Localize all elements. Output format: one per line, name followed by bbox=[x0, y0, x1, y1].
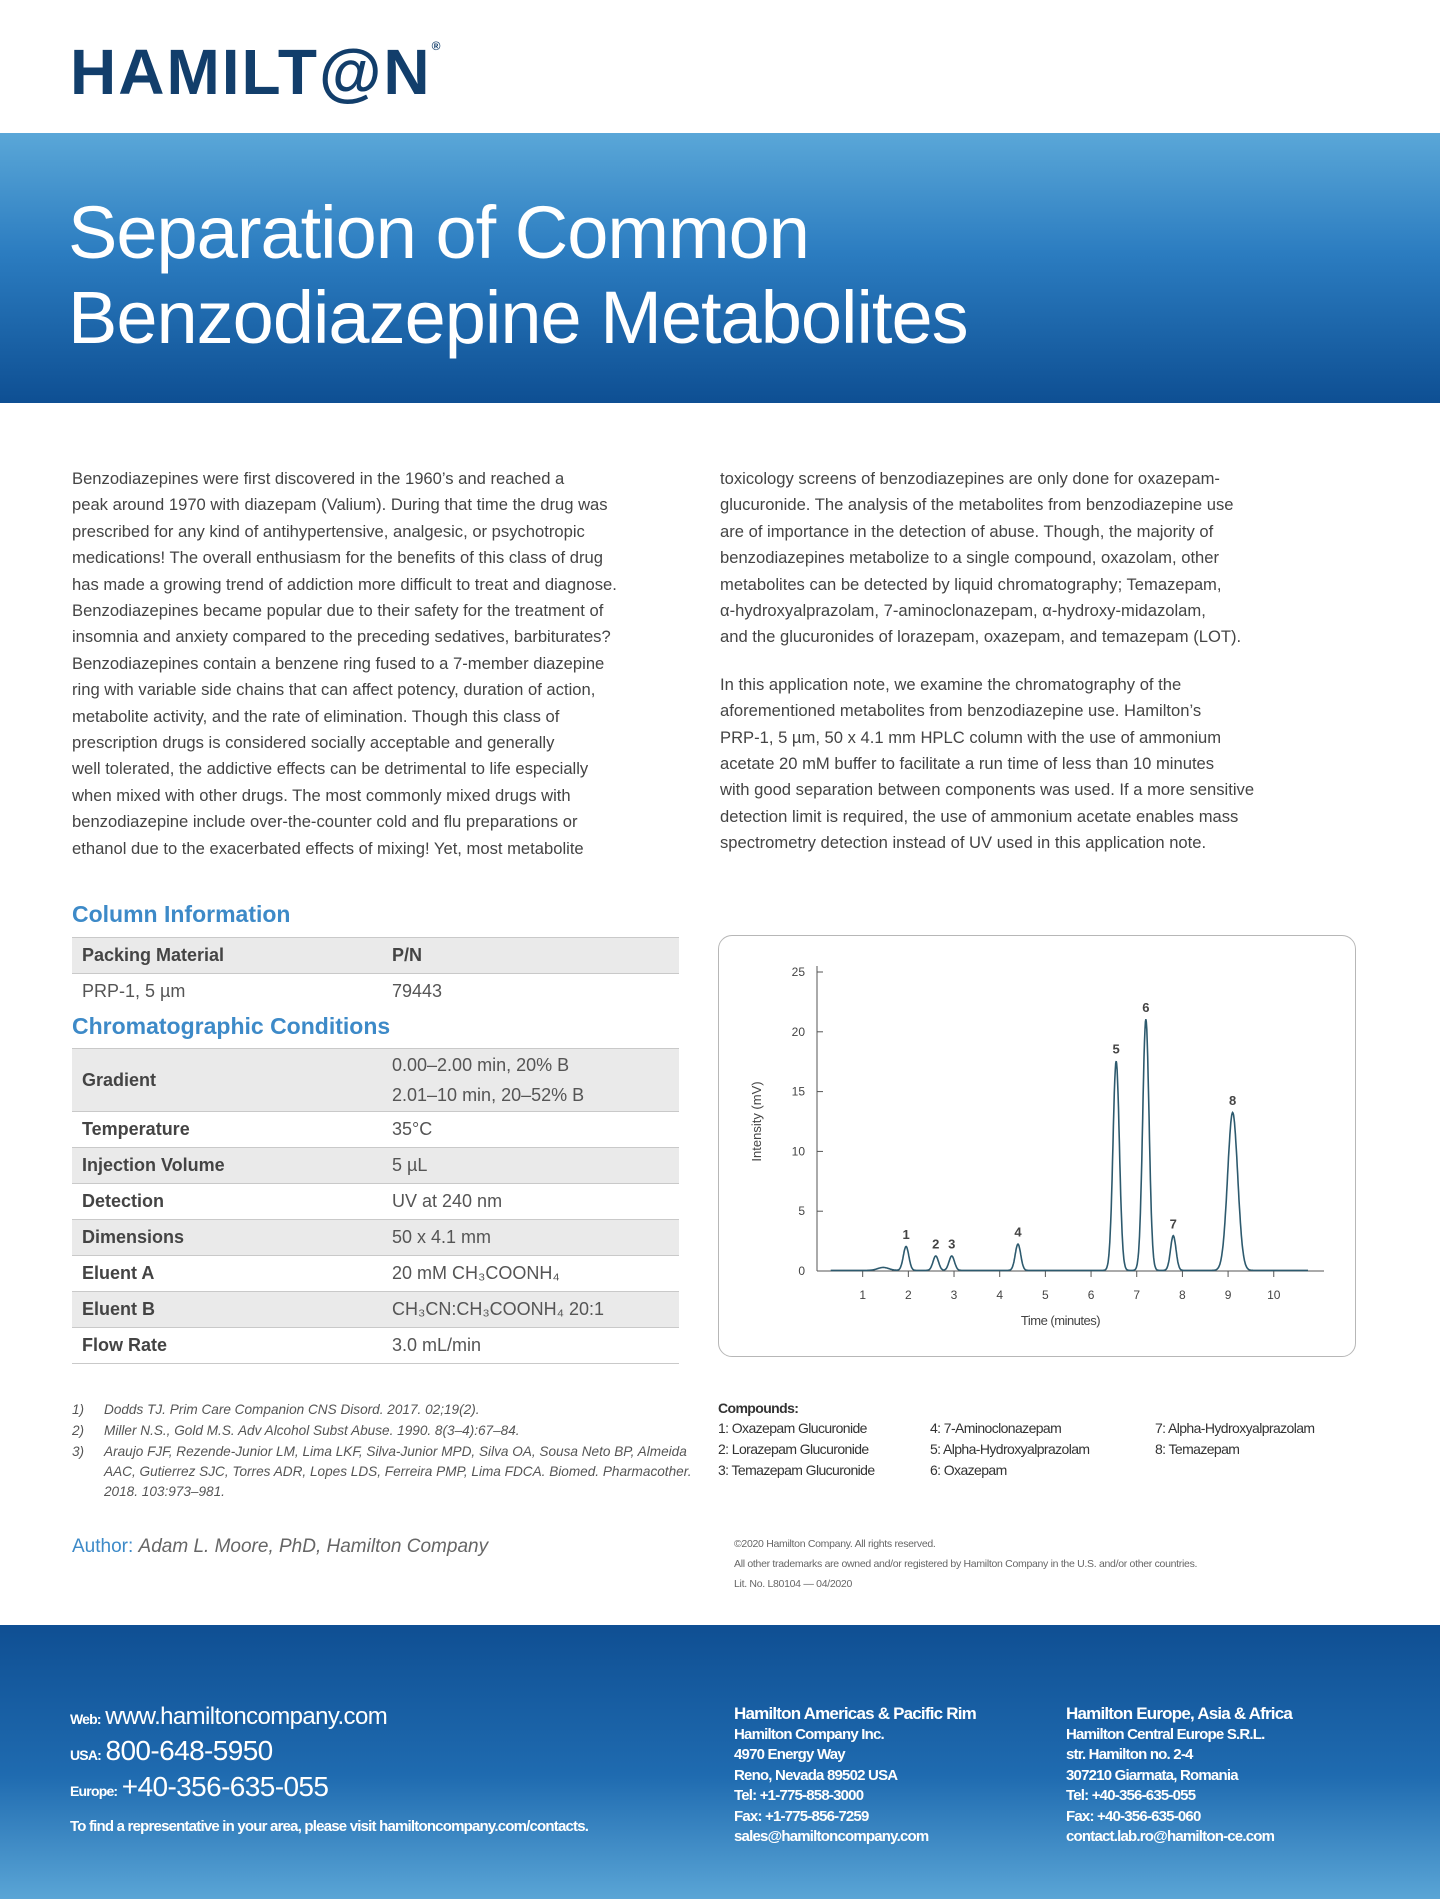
peak-label: 1 bbox=[902, 1227, 910, 1243]
table-row bbox=[72, 1328, 679, 1364]
author-line bbox=[72, 1536, 488, 1558]
copyright-block bbox=[734, 1534, 1197, 1594]
reference-text: Dodds TJ. Prim Care Companion CNS Disord. 2017. 02;19(2). bbox=[104, 1402, 480, 1417]
references bbox=[72, 1400, 692, 1503]
intro-line: with good separation between components was used. If a more sensitive bbox=[720, 780, 1255, 800]
intro-line: detection limit is required, the use of ammonium acetate enables mass bbox=[720, 806, 1239, 826]
intro-right-column bbox=[720, 466, 1330, 878]
compounds-title: Compounds: bbox=[718, 1400, 799, 1416]
intro-paragraph-2 bbox=[720, 672, 1330, 857]
condition-value: CH₃CN:CH₃COONH₄ 20:1 bbox=[382, 1292, 679, 1328]
x-tick-label: 6 bbox=[1087, 1288, 1095, 1302]
intro-line: α-hydroxyalprazolam, 7-aminoclonazepam, α-hydroxy-midazolam, bbox=[720, 601, 1206, 621]
title-line-1: Separation of Common bbox=[68, 191, 809, 274]
compounds-column bbox=[1155, 1418, 1314, 1481]
office-line: Fax: +40-356-635-060 bbox=[1066, 1807, 1201, 1825]
europe-contact bbox=[70, 1771, 328, 1803]
y-tick-label: 25 bbox=[791, 965, 805, 979]
office-line: Hamilton Central Europe S.R.L. bbox=[1066, 1725, 1265, 1743]
office-line: Reno, Nevada 89502 USA bbox=[734, 1766, 898, 1784]
office-line: 4970 Energy Way bbox=[734, 1746, 845, 1763]
x-tick-label: 10 bbox=[1267, 1288, 1281, 1302]
x-axis-label: Time (minutes) bbox=[1020, 1313, 1101, 1328]
office-line: Tel: +1-775-858-3000 bbox=[734, 1787, 864, 1804]
table-row bbox=[72, 1112, 679, 1148]
table-row bbox=[72, 1184, 679, 1220]
x-tick-label: 9 bbox=[1224, 1288, 1232, 1302]
condition-label: Eluent A bbox=[72, 1256, 382, 1292]
europe-office bbox=[1066, 1704, 1292, 1848]
intro-line: Benzodiazepines became popular due to their safety for the treatment of bbox=[72, 601, 604, 621]
column-info-heading: Column Information bbox=[72, 901, 291, 927]
conditions-table bbox=[72, 1048, 679, 1364]
compound-item: 5: Alpha-Hydroxyalprazolam bbox=[930, 1441, 1090, 1457]
condition-value: 5 µL bbox=[382, 1148, 679, 1184]
x-tick-label: 1 bbox=[859, 1288, 867, 1302]
x-tick-label: 7 bbox=[1133, 1288, 1141, 1302]
lit-number: Lit. No. L80104 — 04/2020 bbox=[734, 1578, 853, 1590]
condition-label: Detection bbox=[72, 1184, 382, 1220]
find-representative: To find a representative in your area, please visit hamiltoncompany.com/contacts. bbox=[70, 1818, 589, 1835]
intro-line: In this application note, we examine the chromatography of the bbox=[720, 674, 1182, 694]
reference-item bbox=[72, 1421, 692, 1441]
column-info-table bbox=[72, 937, 679, 1009]
intro-line: Benzodiazepines contain a benzene ring fused to a 7-member diazepine bbox=[72, 653, 605, 673]
copyright-line: ©2020 Hamilton Company. All rights reserved. bbox=[734, 1538, 936, 1550]
intro-left-column bbox=[72, 466, 692, 862]
intro-line: acetate 20 mM buffer to facilitate a run time of less than 10 minutes bbox=[720, 754, 1215, 774]
trademark-line: All other trademarks are owned and/or registered by Hamilton Company in the U.S. and/or other countries. bbox=[734, 1558, 1198, 1570]
office-line: Tel: +40-356-635-055 bbox=[1066, 1787, 1196, 1804]
pn-value: 79443 bbox=[382, 974, 679, 1010]
peak-label: 3 bbox=[948, 1236, 956, 1252]
reference-number: 3) bbox=[72, 1444, 85, 1459]
intro-line: when mixed with other drugs. The most commonly mixed drugs with bbox=[72, 785, 571, 805]
compound-item: 1: Oxazepam Glucuronide bbox=[718, 1420, 867, 1436]
condition-value: 35°C bbox=[382, 1112, 679, 1148]
reference-item bbox=[72, 1442, 692, 1502]
table-row bbox=[72, 1148, 679, 1184]
condition-label: Gradient bbox=[72, 1049, 382, 1112]
table-row bbox=[72, 1256, 679, 1292]
compound-item: 4: 7-Aminoclonazepam bbox=[930, 1420, 1062, 1436]
compound-item: 7: Alpha-Hydroxyalprazolam bbox=[1155, 1420, 1315, 1436]
reference-text: Miller N.S., Gold M.S. Adv Alcohol Subst Abuse. 1990. 8(3–4):67–84. bbox=[104, 1423, 520, 1438]
table-row bbox=[72, 938, 679, 974]
intro-line: metabolite activity, and the rate of elimination. Though this class of bbox=[72, 706, 560, 726]
gradient-step-2: 2.01–10 min, 20–52% B bbox=[392, 1085, 585, 1105]
intro-line: insomnia and anxiety compared to the preceding sedatives, barbiturates? bbox=[72, 627, 611, 647]
office-email[interactable]: contact.lab.ro@hamilton-ce.com bbox=[1066, 1828, 1275, 1845]
usa-phone[interactable]: 800-648-5950 bbox=[105, 1735, 273, 1766]
intro-line: well tolerated, the addictive effects can be detrimental to life especially bbox=[72, 759, 589, 779]
intro-line: metabolites can be detected by liquid chromatography; Temazepam, bbox=[720, 574, 1222, 594]
office-heading: Hamilton Americas & Pacific Rim bbox=[734, 1704, 976, 1723]
y-tick-label: 15 bbox=[791, 1084, 805, 1099]
x-tick-label: 3 bbox=[950, 1288, 958, 1302]
peak-label: 8 bbox=[1229, 1093, 1237, 1109]
intro-line: ring with variable side chains that can affect potency, duration of action, bbox=[72, 680, 596, 700]
table-row bbox=[72, 1220, 679, 1256]
condition-label: Dimensions bbox=[72, 1220, 382, 1256]
condition-value: 50 x 4.1 mm bbox=[382, 1220, 679, 1256]
americas-office bbox=[734, 1704, 976, 1848]
packing-material-value: PRP-1, 5 µm bbox=[72, 974, 382, 1010]
office-line: str. Hamilton no. 2-4 bbox=[1066, 1746, 1193, 1763]
chromatogram-panel bbox=[718, 935, 1356, 1357]
y-tick-label: 0 bbox=[798, 1264, 805, 1278]
intro-line: spectrometry detection instead of UV used in this application note. bbox=[720, 833, 1207, 853]
office-email[interactable]: sales@hamiltoncompany.com bbox=[734, 1828, 929, 1845]
hamilton-logo bbox=[70, 36, 441, 108]
usa-label: USA: bbox=[70, 1747, 102, 1763]
x-tick-label: 8 bbox=[1179, 1288, 1186, 1302]
compound-item: 3: Temazepam Glucuronide bbox=[718, 1462, 875, 1478]
conditions-heading: Chromatographic Conditions bbox=[72, 1013, 391, 1039]
condition-label: Eluent B bbox=[72, 1292, 382, 1328]
web-contact bbox=[70, 1703, 387, 1731]
y-tick-label: 5 bbox=[798, 1204, 805, 1219]
intro-line: glucuronide. The analysis of the metabolites from benzodiazepine use bbox=[720, 495, 1234, 515]
title-line-2: Benzodiazepine Metabolites bbox=[68, 276, 968, 359]
intro-line: aforementioned metabolites from benzodiazepine use. Hamilton’s bbox=[720, 701, 1202, 721]
intro-line: benzodiazepine include over-the-counter cold and flu preparations or bbox=[72, 812, 578, 832]
peak-label: 2 bbox=[932, 1236, 940, 1252]
author-label: Author: bbox=[72, 1536, 134, 1557]
y-tick-label: 10 bbox=[791, 1144, 805, 1159]
condition-label: Injection Volume bbox=[72, 1148, 382, 1184]
pn-header: P/N bbox=[382, 938, 679, 974]
page-title bbox=[68, 190, 968, 360]
intro-line: has made a growing trend of addiction more difficult to treat and diagnose. bbox=[72, 574, 617, 594]
author-name: Adam L. Moore, PhD, Hamilton Company bbox=[138, 1536, 489, 1557]
condition-value: 20 mM CH₃COONH₄ bbox=[382, 1256, 679, 1292]
intro-line: peak around 1970 with diazepam (Valium). During that time the drug was bbox=[72, 495, 608, 515]
y-axis-label: Intensity (mV) bbox=[749, 1081, 764, 1162]
web-link[interactable]: www.hamiltoncompany.com bbox=[105, 1703, 388, 1730]
table-row bbox=[72, 1292, 679, 1328]
footer bbox=[0, 1625, 1440, 1899]
europe-label: Europe: bbox=[70, 1783, 118, 1799]
compound-item: 2: Lorazepam Glucuronide bbox=[718, 1441, 869, 1457]
intro-paragraph-1 bbox=[720, 466, 1330, 651]
registered-mark: ® bbox=[431, 39, 441, 53]
table-row bbox=[72, 974, 679, 1010]
office-line: 307210 Giarmata, Romania bbox=[1066, 1766, 1238, 1784]
reference-text: Araujo FJF, Rezende-Junior LM, Lima LKF, Silva-Junior MPD, Silva OA, Sousa Neto BP, Almeida AAC, Gutierrez SJC, Torres ADR, Lopes LDS, Ferreira PMP, Lima FDCA. Biomed. Pharmacother. 2018. 103:973–981. bbox=[104, 1444, 692, 1499]
condition-label: Temperature bbox=[72, 1112, 382, 1148]
condition-value bbox=[382, 1049, 679, 1112]
x-tick-label: 4 bbox=[996, 1288, 1004, 1302]
europe-phone[interactable]: +40-356-635-055 bbox=[121, 1771, 329, 1802]
packing-material-header: Packing Material bbox=[72, 938, 382, 974]
peak-label: 7 bbox=[1169, 1216, 1177, 1232]
office-line: Fax: +1-775-856-7259 bbox=[734, 1807, 869, 1825]
web-label: Web: bbox=[70, 1711, 101, 1727]
peak-label: 6 bbox=[1142, 999, 1150, 1015]
compound-item: 6: Oxazepam bbox=[930, 1462, 1007, 1478]
intro-line: and the glucuronides of lorazepam, oxazepam, and temazepam (LOT). bbox=[720, 627, 1242, 647]
y-tick-label: 20 bbox=[791, 1024, 805, 1039]
intro-line: benzodiazepines metabolize to a single compound, oxazolam, other bbox=[720, 548, 1220, 568]
office-heading: Hamilton Europe, Asia & Africa bbox=[1066, 1704, 1293, 1723]
intro-line: prescription drugs is considered socially acceptable and generally bbox=[72, 733, 555, 753]
reference-item bbox=[72, 1400, 692, 1420]
reference-number: 1) bbox=[72, 1402, 85, 1417]
chromatogram-chart bbox=[719, 936, 1355, 1356]
peak-label: 4 bbox=[1014, 1224, 1022, 1240]
logo-text: HAMILT@N bbox=[70, 36, 432, 108]
condition-value: 3.0 mL/min bbox=[382, 1328, 679, 1364]
compounds-column bbox=[930, 1418, 1155, 1481]
compounds-column bbox=[718, 1418, 930, 1481]
x-tick-label: 2 bbox=[905, 1288, 912, 1302]
intro-line: are of importance in the detection of abuse. Though, the majority of bbox=[720, 521, 1214, 541]
usa-contact bbox=[70, 1735, 273, 1767]
intro-line: PRP-1, 5 µm, 50 x 4.1 mm HPLC column with the use of ammonium bbox=[720, 727, 1222, 747]
condition-label: Flow Rate bbox=[72, 1328, 382, 1364]
intro-line: toxicology screens of benzodiazepines are only done for oxazepam- bbox=[720, 469, 1220, 488]
table-row bbox=[72, 1049, 679, 1112]
gradient-step-1: 0.00–2.00 min, 20% B bbox=[392, 1055, 570, 1075]
x-tick-label: 5 bbox=[1042, 1288, 1049, 1302]
condition-value: UV at 240 nm bbox=[382, 1184, 679, 1220]
compounds-legend bbox=[718, 1400, 1358, 1481]
intro-line: medications! The overall enthusiasm for the benefits of this class of drug bbox=[72, 548, 603, 568]
reference-number: 2) bbox=[72, 1423, 85, 1438]
intro-line: ethanol due to the exacerbated effects of mixing! Yet, most metabolite bbox=[72, 838, 584, 858]
compound-item: 8: Temazepam bbox=[1155, 1441, 1240, 1457]
intro-line: prescribed for any kind of antihypertensive, analgesic, or psychotropic bbox=[72, 521, 585, 541]
intro-line: Benzodiazepines were first discovered in the 1960’s and reached a bbox=[72, 469, 565, 488]
peak-label: 5 bbox=[1112, 1041, 1120, 1057]
office-line: Hamilton Company Inc. bbox=[734, 1725, 884, 1743]
